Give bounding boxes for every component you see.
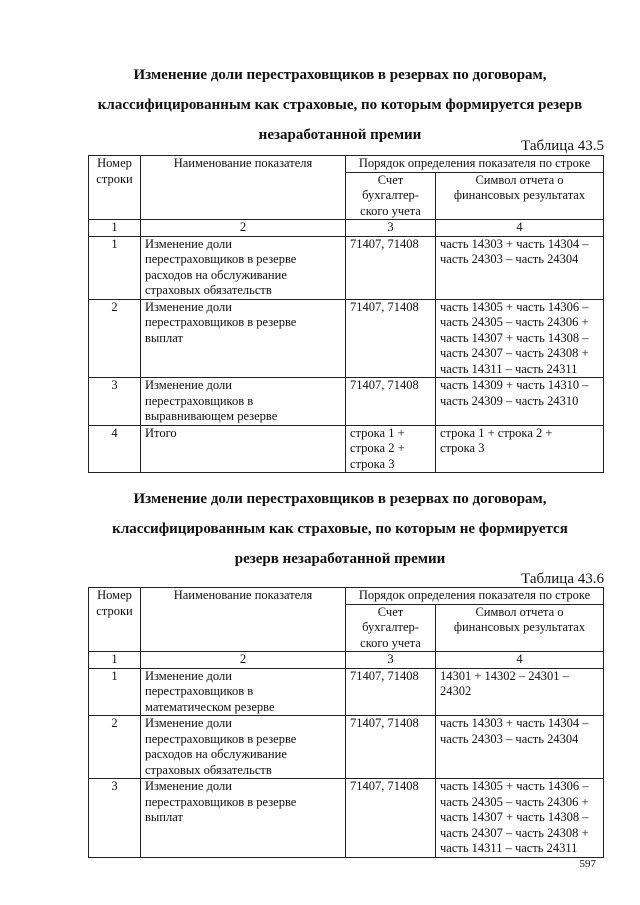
header-account: Счет бухгалтер- ского учета: [346, 172, 436, 220]
column-number-row: 1 2 3 4: [89, 652, 604, 669]
cell-name: Итого: [141, 425, 346, 473]
cell-account: 71407, 71408: [346, 779, 436, 858]
table-43-6: [88, 587, 604, 858]
header-row-no: Номер строки: [89, 156, 141, 220]
cell-row-no: 1: [89, 236, 141, 299]
section2-heading: [80, 484, 600, 574]
cell-symbol: часть 14305 + часть 14306 – часть 24305 – часть 24306 + часть 14307 + часть 14308 – часть 24307 – часть 24308 + часть 14311 – часть 24311: [436, 779, 604, 858]
cell-row-no: 4: [89, 425, 141, 473]
header-name: Наименование показателя: [141, 156, 346, 220]
cell-name: Изменение доли перестраховщиков в математическом резерве: [141, 668, 346, 716]
header-account: Счет бухгалтер- ского учета: [346, 604, 436, 652]
cell-account: 71407, 71408: [346, 378, 436, 426]
cell-row-no: 2: [89, 299, 141, 378]
cell-symbol: часть 14309 + часть 14310 – часть 24309 – часть 24310: [436, 378, 604, 426]
table-row: [89, 299, 604, 378]
table-43-5: [88, 155, 604, 473]
header-procedure: Порядок определения показателя по строке: [346, 156, 604, 173]
cell-row-no: 3: [89, 779, 141, 858]
cell-row-no: 1: [89, 668, 141, 716]
heading-line: классифицированным как страховые, по которым не формируется: [112, 521, 568, 537]
heading-line: Изменение доли перестраховщиков в резервах по договорам,: [133, 67, 547, 83]
cell-name: Изменение доли перестраховщиков в резерве расходов на обслуживание страховых обязательств: [141, 716, 346, 779]
heading-line: классифицированным как страховые, по которым формируется резерв: [97, 97, 583, 113]
table-caption-43-5: Таблица 43.5: [521, 138, 604, 154]
header-name: Наименование показателя: [141, 588, 346, 652]
cell-account: 71407, 71408: [346, 299, 436, 378]
cell-account: 71407, 71408: [346, 716, 436, 779]
table-row: [89, 378, 604, 426]
header-procedure: Порядок определения показателя по строке: [346, 588, 604, 605]
cell-symbol: часть 14303 + часть 14304 – часть 24303 – часть 24304: [436, 236, 604, 299]
cell-row-no: 2: [89, 716, 141, 779]
cell-name: Изменение доли перестраховщиков в выравнивающем резерве: [141, 378, 346, 426]
table-row: [89, 668, 604, 716]
cell-row-no: 3: [89, 378, 141, 426]
cell-account: 71407, 71408: [346, 236, 436, 299]
table-caption-43-6: Таблица 43.6: [521, 571, 604, 587]
table-row: [89, 716, 604, 779]
table-row: [89, 425, 604, 473]
heading-line: незаработанной премии: [258, 127, 422, 143]
cell-name: Изменение доли перестраховщиков в резерве расходов на обслуживание страховых обязательств: [141, 236, 346, 299]
table-row: [89, 236, 604, 299]
cell-name: Изменение доли перестраховщиков в резерве выплат: [141, 779, 346, 858]
heading-line: резерв незаработанной премии: [234, 551, 446, 567]
cell-symbol: строка 1 + строка 2 + строка 3: [436, 425, 604, 473]
cell-symbol: часть 14303 + часть 14304 – часть 24303 – часть 24304: [436, 716, 604, 779]
column-number-row: 1 2 3 4: [89, 220, 604, 237]
cell-account: строка 1 + строка 2 + строка 3: [346, 425, 436, 473]
header-symbol: Символ отчета о финансовых результатах: [436, 172, 604, 220]
cell-symbol: 14301 + 14302 – 24301 – 24302: [436, 668, 604, 716]
page-number: 597: [579, 858, 596, 870]
header-row: [89, 156, 604, 173]
cell-name: Изменение доли перестраховщиков в резерве выплат: [141, 299, 346, 378]
table-row: [89, 779, 604, 858]
header-row-no: Номер строки: [89, 588, 141, 652]
heading-line: Изменение доли перестраховщиков в резервах по договорам,: [133, 491, 547, 507]
header-symbol: Символ отчета о финансовых результатах: [436, 604, 604, 652]
header-row: [89, 588, 604, 605]
cell-account: 71407, 71408: [346, 668, 436, 716]
cell-symbol: часть 14305 + часть 14306 – часть 24305 – часть 24306 + часть 14307 + часть 14308 – часть 24307 – часть 24308 + часть 14311 – часть 24311: [436, 299, 604, 378]
section1-heading: [80, 60, 600, 150]
